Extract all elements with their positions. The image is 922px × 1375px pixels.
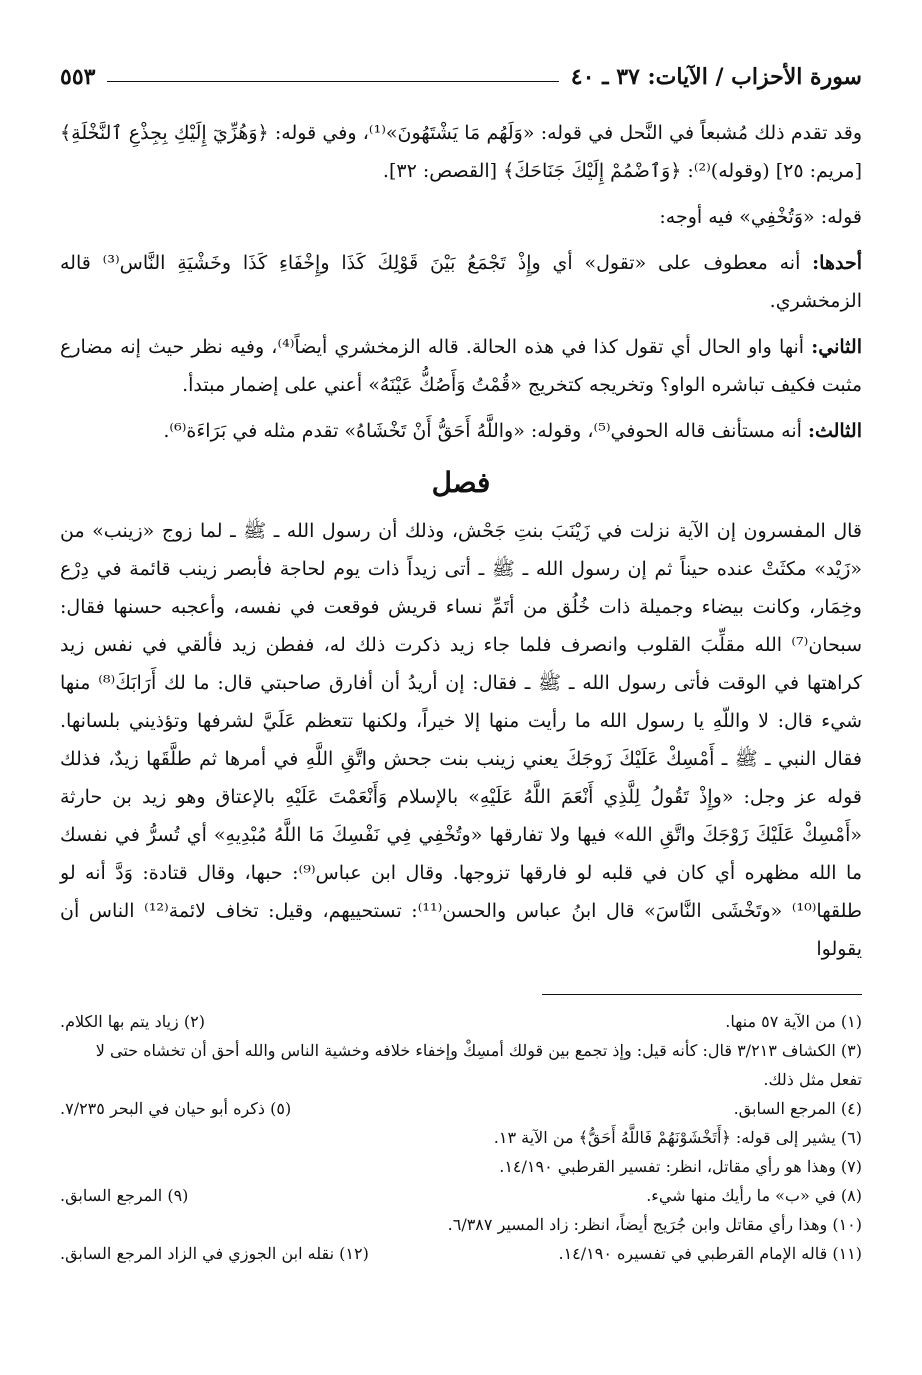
header-title: سورة الأحزاب / الآيات: ٣٧ ـ ٤٠: [570, 64, 862, 90]
paragraph-third-aspect: الثالث: أنه مستأنف قاله الحوفي⁽⁵⁾، وقوله: «واللَّهُ أَحَقُّ أَنْ تَخْشَاهُ» تقدم مثله في بَرَاءَة⁽⁶⁾.: [163, 420, 862, 442]
paragraph-second-aspect: الثاني: أنها واو الحال أي تقول كذا في هذه الحالة. قاله الزمخشري أيضاً⁽⁴⁾، وفيه نظر حيث إنه مضارع مثبت فكيف تباشره الواو؟ وتخريجه كتخريج «قُمْتُ وَأَصُكُّ عَيْنَهُ» أعني على إضمار مبتدأ.: [60, 336, 862, 396]
footnote-3: (٣) الكشاف ٣/٢١٣ قال: كأنه قيل: وإذ تجمع بين قولك أمسِكْ وإخفاء خلافه وخشية الناس والله أحق أن تخشاه حتى لا تفعل مثل ذلك.: [95, 1041, 862, 1089]
paragraph-2: قوله: «وَتُخْفِي» فيه أوجه:: [659, 206, 862, 228]
footnote-row: [60, 1239, 862, 1268]
footnote-8: (٨) في «ب» ما رأيك منها شيء.: [646, 1186, 862, 1205]
footnotes: [60, 1007, 862, 1268]
running-header: [60, 50, 862, 90]
footnote-4: (٤) المرجع السابق.: [733, 1099, 862, 1118]
footnote-1: (١) من الآية ٥٧ منها.: [725, 1012, 862, 1031]
page: [60, 50, 862, 1268]
footnote-9: (٩) المرجع السابق.: [60, 1186, 189, 1205]
footnote-row: [60, 1094, 862, 1123]
section-title: فصل: [431, 466, 491, 499]
paragraph-1: وقد تقدم ذلك مُشبعاً في النَّحل في قوله: «وَلَهُم مَا يَشْتَهُونَ»⁽¹⁾، وفي قوله: ﴿وَهُزِّيٓ إِلَيْكِ بِجِذْعِ ٱلنَّخْلَةِ﴾ [مريم: ٢٥] (وقوله)⁽²⁾: ﴿وَٱضْمُمْ إِلَيْكَ جَنَاحَكَ﴾ [القصص: ٣٢].: [60, 122, 862, 182]
footnote-2: (٢) زياد يتم بها الكلام.: [60, 1012, 205, 1031]
footnote-row: [60, 1007, 862, 1036]
footnote-11: (١١) قاله الإمام القرطبي في تفسيره ١٤/١٩٠.: [558, 1244, 862, 1263]
footnote-6: (٦) يشير إلى قوله: ﴿أَتَخْشَوْنَهُمْ فَاللَّهُ أَحَقُّ﴾ من الآية ١٣.: [493, 1128, 862, 1147]
paragraph-first-aspect: أحدها: أنه معطوف على «تقول» أي وإِذْ تَجْمَعُ بَيْنَ قَوْلِكَ كَذَا وإِخْفَاءِ كَذَا وخَشْيَةِ النَّاس⁽³⁾ قاله الزمخشري.: [60, 252, 862, 312]
footnote-divider: [542, 994, 862, 995]
footnote-row: [60, 1181, 862, 1210]
footnote-12: (١٢) نقله ابن الجوزي في الزاد المرجع السابق.: [60, 1244, 369, 1263]
page-number: ٥٥٣: [60, 64, 96, 90]
footnote-5: (٥) ذكره أبو حيان في البحر ٧/٢٣٥.: [60, 1099, 292, 1118]
section-paragraph: قال المفسرون إن الآية نزلت في زَيْنَبَ بنتِ جَحْش، وذلك أن رسول الله ـ ﷺ ـ لما زوج «زينب» من «زَيْد» مكثَتْ عنده حيناً ثم إن رسول الله ـ ﷺ ـ أتى زيداً ذات يوم لحاجة فأبصر زينب قائمة في دِرْع وخِمَار، وكانت بيضاء وجميلة ذات خُلُق من أتَمِّ نساء قريش فوقعت في نفسه، وأعجبه حسنها فقال: سبحان⁽⁷⁾ الله مقلِّبَ القلوب وانصرف فلما جاء زيد ذكرت ذلك له، ففطن زيد فألقي في نفس زيد كراهتها في الوقت فأتى رسول الله ـ ﷺ ـ فقال: إن أريدُ أن أفارق صاحبتي قال: ما لك أَرَابَكَ⁽⁸⁾ منها شيء قال: لا واللّهِ يا رسول الله ما رأيت منها إلا خيراً، ولكنها تتعظم عَلَيَّ لشرفها وتؤذيني بلسانها. فقال النبي ـ ﷺ ـ أَمْسِكْ عَلَيْكَ زَوجَكَ يعني زينب بنت جحش واتَّقِ اللَّهِ في أمرها ثم طلَّقَها زيدٌ، فذلك قوله عز وجل: «وإِذْ تَقُولُ لِلَّذِي أَنْعَمَ اللَّهُ عَلَيْهِ» بالإسلام وَأَنْعَمْتَ عَلَيْهِ بالإعتاق وهو زيد بن حارثة «أَمْسِكْ عَلَيْكَ زَوْجَكَ واتَّقِ الله» فيها ولا تفارقها «وتُخْفِي فِي نَفْسِكَ مَا اللَّهُ مُبْدِيهِ» أي تُسرُّ في نفسك ما الله مظهره أي كان في قلبه لو فارقها تزوجها. وقال ابن عباس⁽⁹⁾: حبها، وقال قتادة: وَدَّ أنه لو طلقها⁽¹⁰⁾ «وتَخْشَى النَّاسَ» قال ابنُ عباس والحسن⁽¹¹⁾: تستحييهم، وقيل: تخاف لائمة⁽¹²⁾ الناس أن يقولوا: [60, 520, 863, 960]
footnote-7: (٧) وهذا هو رأي مقاتل، انظر: تفسير القرطبي ١٤/١٩٠.: [499, 1157, 862, 1176]
footnote-10: (١٠) وهذا رأي مقاتل وابن جُرَيج أيضاً، انظر: زاد المسير ٦/٣٨٧.: [447, 1215, 862, 1234]
body-text: [60, 114, 862, 968]
header-rule: [107, 81, 558, 82]
